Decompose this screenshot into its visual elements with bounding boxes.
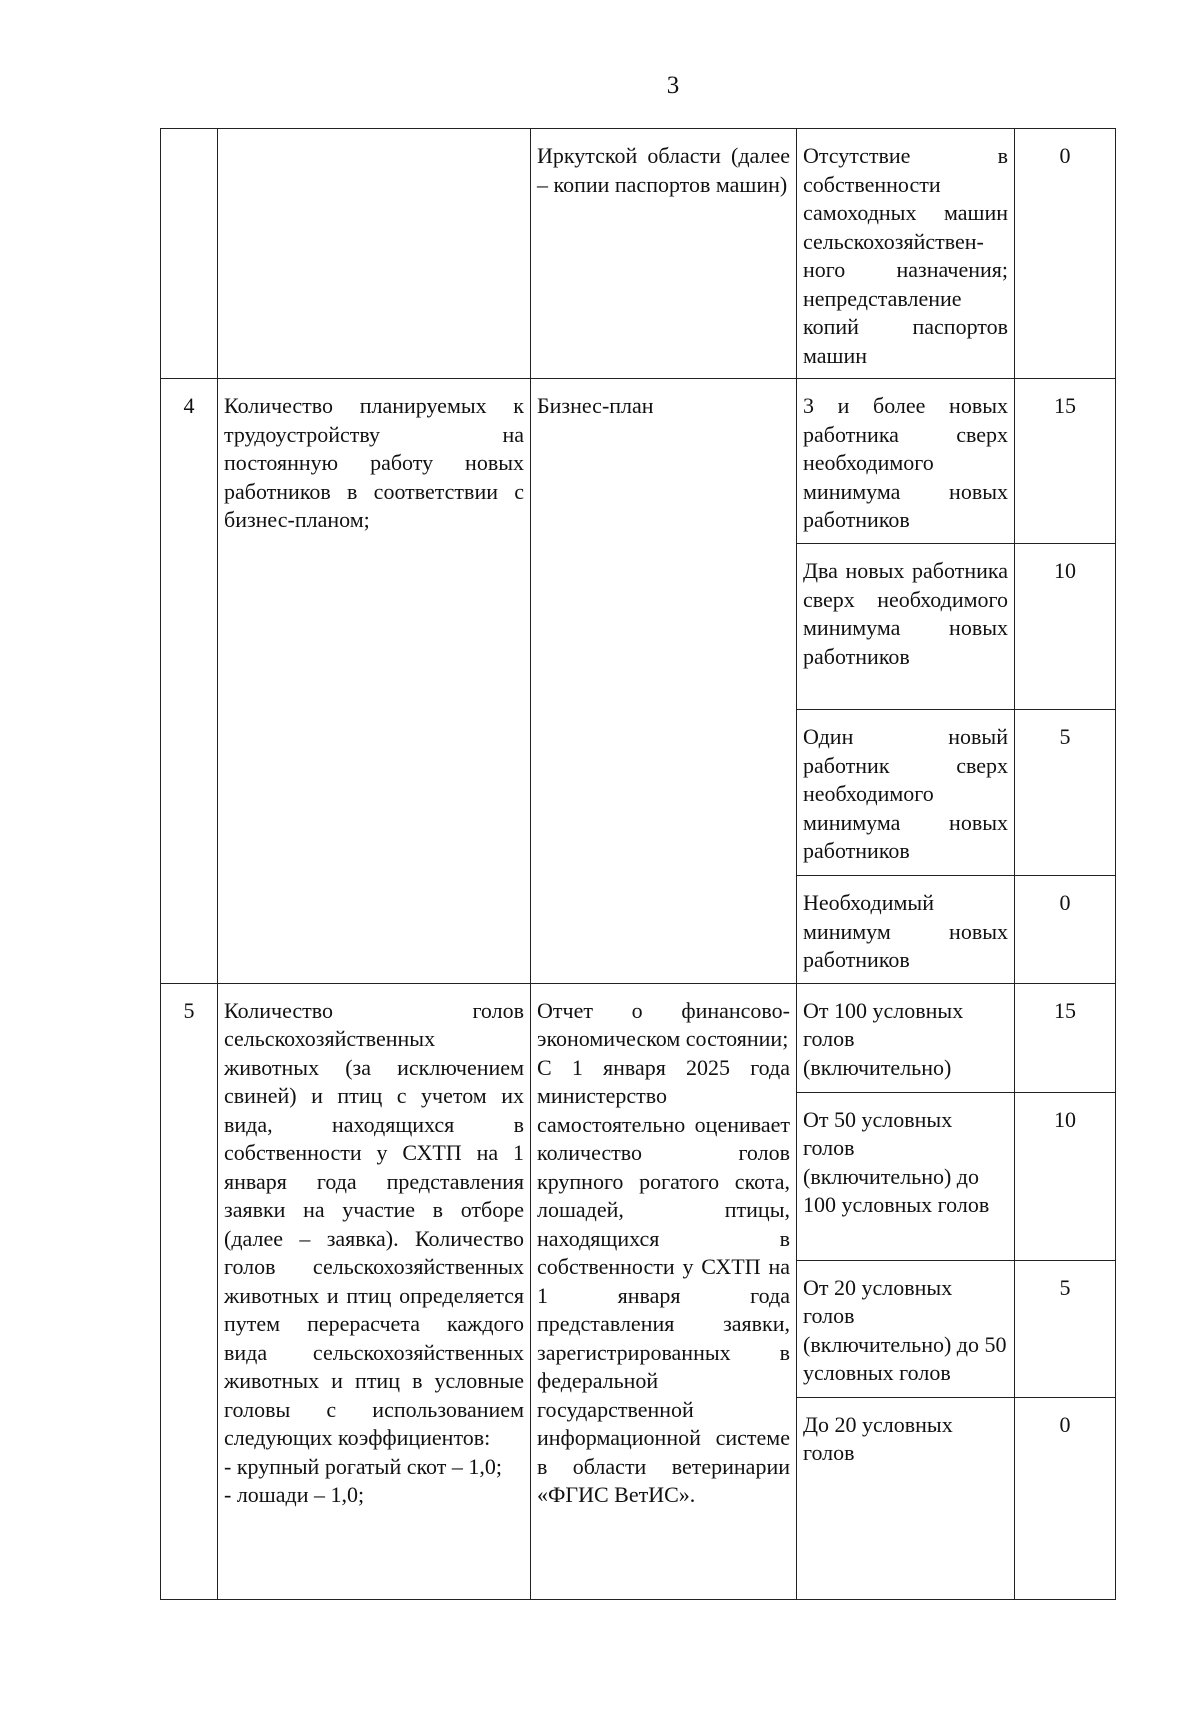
table-row — [161, 983, 1116, 1092]
score-cell: 15 — [1015, 983, 1116, 1092]
table-row — [161, 379, 1116, 544]
criteria-table — [160, 128, 1116, 1600]
criterion-cell: Количество планируемых к трудоустройству на постоянную работу новых работников в соответствии с бизнес-планом; — [218, 379, 531, 984]
score-cell: 10 — [1015, 1092, 1116, 1260]
document-cell: Бизнес-план — [531, 379, 797, 984]
option-cell: Два новых работника сверх необходимого минимума новых работников — [797, 544, 1015, 710]
document-cell — [531, 983, 797, 1599]
option-cell: Необходимый минимум новых работников — [797, 876, 1015, 984]
coefficient-item: - крупный рогатый скот – 1,0; — [224, 1453, 502, 1479]
criterion-cell — [218, 983, 531, 1599]
table-row — [161, 129, 1116, 379]
row-number — [161, 129, 218, 379]
score-cell: 5 — [1015, 1260, 1116, 1397]
option-cell: Отсутствие в собственности самоходных машин сельскохозяйственного назначения; непредставление копий паспортов машин — [797, 129, 1015, 379]
document-text: С 1 января 2025 года министерство самостоятельно оценивает количество голов крупного рогатого скота, лошадей, птицы, находящихся в собственности у СХТП на 1 января года представления заявки, зарегистрированных в федеральной государственной информационной системе в области ветеринарии «ФГИС ВетИС». — [537, 1054, 790, 1507]
score-cell: 0 — [1015, 876, 1116, 984]
coefficient-item: - лошади – 1,0; — [224, 1482, 365, 1507]
option-cell: До 20 условных голов — [797, 1397, 1015, 1599]
score-cell: 5 — [1015, 710, 1116, 876]
criterion-text: Количество голов сельскохозяйственных животных (за исключением свиней) и птиц с учетом их вида, находящихся в собственности у СХТП на 1 января года представления заявки на участие в отборе (далее – заявка). Количество голов сельскохозяйственных животных и птиц определяется путем перерасчета каждого вида сельскохозяйственных животных и птиц в условные головы с использованием следующих коэффициентов: — [224, 997, 524, 1450]
criterion-cell — [218, 129, 531, 379]
option-cell: 3 и более новых работника сверх необходимого минимума новых работников — [797, 379, 1015, 544]
page-number: 3 — [666, 72, 680, 99]
option-cell: От 50 условных голов (включительно) до 100 условных голов — [797, 1092, 1015, 1260]
option-cell: От 20 условных голов (включительно) до 50 условных голов — [797, 1260, 1015, 1397]
option-cell: От 100 условных голов (включительно) — [797, 983, 1015, 1092]
score-cell: 15 — [1015, 379, 1116, 544]
score-cell: 10 — [1015, 544, 1116, 710]
score-cell: 0 — [1015, 1397, 1116, 1599]
score-cell: 0 — [1015, 129, 1116, 379]
row-number: 4 — [161, 379, 218, 984]
document-text: Отчет о финансово-экономическом состоянии; — [537, 997, 790, 1051]
document-cell: Иркутской области (далее – копии паспортов машин) — [531, 129, 797, 379]
row-number: 5 — [161, 983, 218, 1599]
option-cell: Один новый работник сверх необходимого минимума новых работников — [797, 710, 1015, 876]
